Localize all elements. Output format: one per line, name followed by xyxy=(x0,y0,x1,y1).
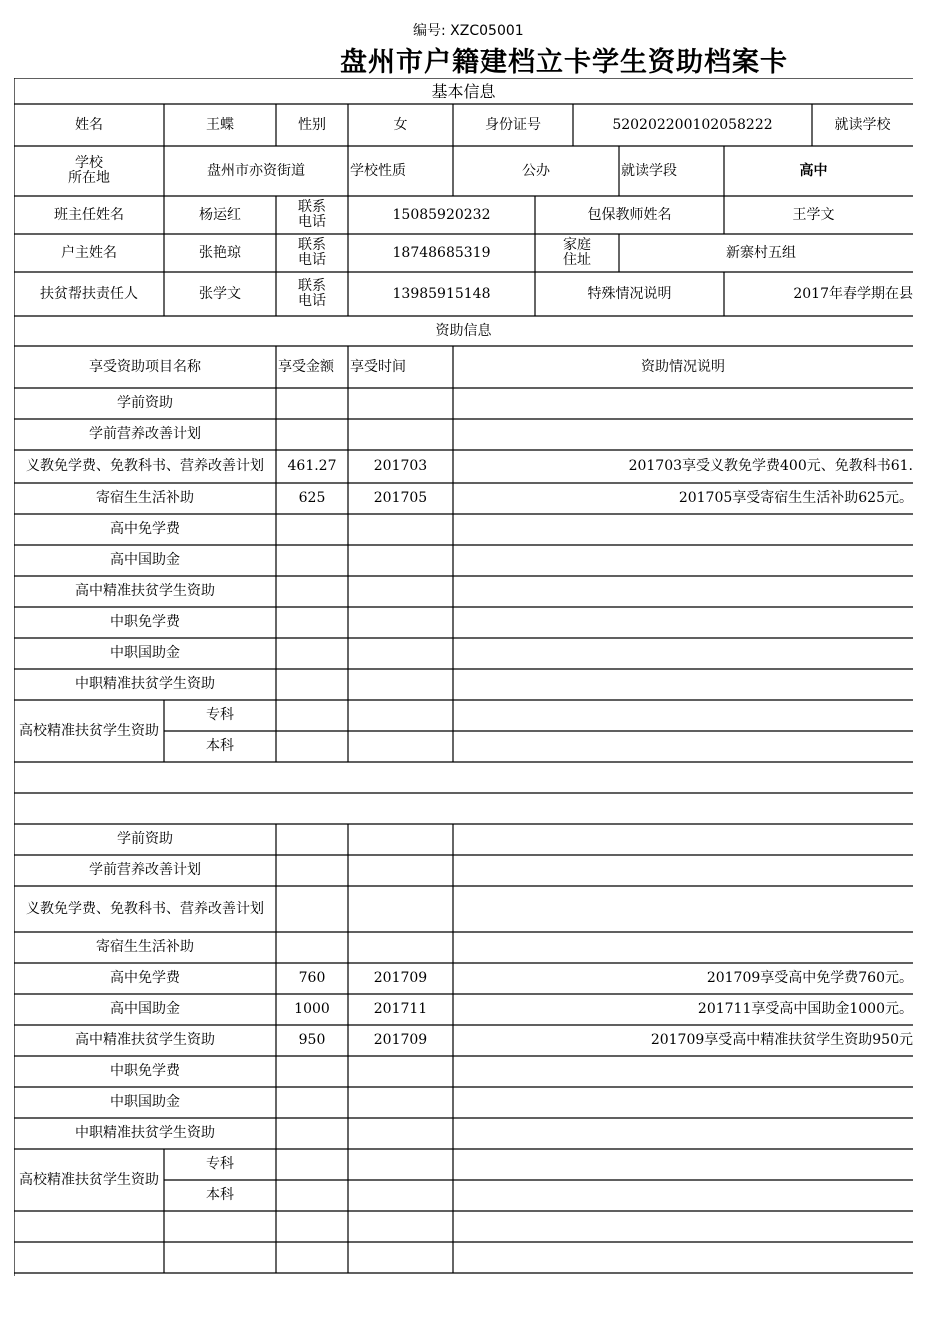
value-school-type: 公办 xyxy=(522,162,550,179)
label-poverty-helper: 扶贫帮扶责任人 xyxy=(40,285,138,302)
label-householder: 户主姓名 xyxy=(61,244,117,261)
aid-sub-benke: 本科 xyxy=(206,738,234,754)
aid-university-group: 高校精准扶贫学生资助 xyxy=(19,722,159,739)
aid-project-name: 高中免学费 xyxy=(110,970,180,986)
value-study-stage: 高中 xyxy=(799,162,828,179)
aid-amount: 950 xyxy=(298,1032,326,1048)
aid-description xyxy=(453,932,913,963)
aid-project-name: 学前资助 xyxy=(117,831,173,847)
aid-description xyxy=(453,638,913,669)
archive-card-table xyxy=(14,78,913,1276)
aid-description xyxy=(453,388,913,419)
aid-time xyxy=(348,855,453,886)
aid-description xyxy=(453,824,913,855)
section-basic-title: 基本信息 xyxy=(431,81,496,101)
value-gender: 女 xyxy=(393,116,408,133)
aid-time xyxy=(348,419,453,450)
value-special-note: 2017年春学期在县 xyxy=(793,285,913,302)
aid-amount xyxy=(276,638,348,669)
aid-amount: 625 xyxy=(298,490,326,506)
aid-amount: 461.27 xyxy=(287,458,337,474)
label-guarantor-teacher: 包保教师姓名 xyxy=(587,206,672,223)
aid-sub-zhuanke: 专科 xyxy=(206,707,234,723)
aid-amount xyxy=(276,514,348,545)
aid-amount xyxy=(276,824,348,855)
aid-amount: 760 xyxy=(298,970,326,986)
aid-amount xyxy=(276,855,348,886)
value-poverty-helper: 张学文 xyxy=(199,285,241,302)
value-householder-phone: 18748685319 xyxy=(392,244,491,261)
aid-amount xyxy=(276,932,348,963)
aid-description: 201703享受义教免学费400元、免教科书61. xyxy=(628,458,913,474)
label-special-note: 特殊情况说明 xyxy=(587,285,672,302)
aid-project-name: 高中免学费 xyxy=(110,521,180,537)
aid-project-name: 中职国助金 xyxy=(110,1094,180,1110)
value-home-address: 新寨村五组 xyxy=(726,244,796,261)
label-school-type: 学校性质 xyxy=(350,162,406,179)
value-id-number: 520202200102058222 xyxy=(612,116,773,133)
aid-time xyxy=(348,824,453,855)
aid-project-name: 高中精准扶贫学生资助 xyxy=(75,583,215,599)
aid-project-name: 中职国助金 xyxy=(110,645,180,661)
aid-description: 201705享受寄宿生生活补助625元。 xyxy=(678,490,913,506)
aid-time xyxy=(348,514,453,545)
aid-description xyxy=(453,669,913,700)
aid-time: 201705 xyxy=(373,490,428,506)
aid-project-name: 学前资助 xyxy=(117,395,173,411)
aid-project-name: 高中精准扶贫学生资助 xyxy=(75,1032,215,1048)
aid-amount xyxy=(276,1056,348,1087)
label-id-number: 身份证号 xyxy=(485,116,541,133)
aid-description xyxy=(453,886,913,932)
aid-project-name: 寄宿生生活补助 xyxy=(96,939,194,955)
aid-description: 201711享受高中国助金1000元。 xyxy=(697,1001,913,1017)
aid-project-name: 高中国助金 xyxy=(110,1001,180,1017)
aid-description xyxy=(453,607,913,638)
aid-time xyxy=(348,932,453,963)
aid-description xyxy=(453,576,913,607)
value-guarantor-teacher: 王学文 xyxy=(792,206,835,223)
value-teacher-phone: 15085920232 xyxy=(392,206,491,223)
aid-project-name: 中职精准扶贫学生资助 xyxy=(75,676,215,692)
aid-project-name: 中职精准扶贫学生资助 xyxy=(75,1125,215,1141)
aid-amount xyxy=(276,419,348,450)
aid-amount xyxy=(276,576,348,607)
aid-description xyxy=(453,514,913,545)
aid-amount xyxy=(276,545,348,576)
value-helper-phone: 13985915148 xyxy=(392,285,491,302)
value-name: 王蝶 xyxy=(206,116,234,133)
aid-project-name: 高中国助金 xyxy=(110,552,180,568)
label-school-location: 学校 所在地 xyxy=(68,155,110,186)
aid-description xyxy=(453,1056,913,1087)
aid-project-name: 寄宿生生活补助 xyxy=(96,490,194,506)
aid-amount xyxy=(276,1118,348,1149)
aid-time xyxy=(348,545,453,576)
header-amount: 享受金额 xyxy=(278,358,334,375)
label-home-address: 家庭 住址 xyxy=(563,237,591,268)
value-school-location: 盘州市亦资街道 xyxy=(207,162,305,179)
label-gender: 性别 xyxy=(298,116,326,133)
label-phone: 联系 电话 xyxy=(298,199,326,230)
header-time: 享受时间 xyxy=(350,358,406,375)
aid-description xyxy=(453,1087,913,1118)
aid-sub-zhuanke: 专科 xyxy=(206,1156,234,1172)
aid-time xyxy=(348,669,453,700)
label-phone: 联系 电话 xyxy=(298,278,326,309)
aid-amount xyxy=(276,607,348,638)
aid-time: 201711 xyxy=(373,1001,428,1017)
header-description: 资助情况说明 xyxy=(641,358,725,375)
aid-amount xyxy=(276,669,348,700)
aid-project-name: 学前营养改善计划 xyxy=(89,426,201,442)
aid-description xyxy=(453,855,913,886)
aid-description: 201709享受高中免学费760元。 xyxy=(706,970,913,986)
aid-amount xyxy=(276,1087,348,1118)
aid-project-name: 义教免学费、免教科书、营养改善计划 xyxy=(26,900,264,917)
aid-time xyxy=(348,576,453,607)
aid-description: 201709享受高中精准扶贫学生资助950元 xyxy=(650,1032,913,1048)
aid-time: 201709 xyxy=(373,970,428,986)
aid-time xyxy=(348,638,453,669)
aid-time xyxy=(348,388,453,419)
aid-university-group: 高校精准扶贫学生资助 xyxy=(19,1171,159,1188)
aid-description xyxy=(453,419,913,450)
label-school: 就读学校 xyxy=(834,116,891,133)
aid-time xyxy=(348,1087,453,1118)
label-name: 姓名 xyxy=(75,116,103,133)
aid-time xyxy=(348,1118,453,1149)
aid-time xyxy=(348,1056,453,1087)
value-head-teacher: 杨运红 xyxy=(199,206,241,223)
aid-project-name: 中职免学费 xyxy=(110,1063,180,1079)
value-householder: 张艳琼 xyxy=(199,244,241,261)
label-study-stage: 就读学段 xyxy=(621,162,677,179)
aid-time: 201709 xyxy=(373,1032,428,1048)
section-aid-title: 资助信息 xyxy=(435,322,492,339)
aid-time xyxy=(348,886,453,932)
aid-amount: 1000 xyxy=(294,1001,330,1017)
page-title: 盘州市户籍建档立卡学生资助档案卡 xyxy=(340,47,788,78)
aid-project-name: 学前营养改善计划 xyxy=(89,862,201,878)
aid-amount xyxy=(276,886,348,932)
aid-project-name: 义教免学费、免教科书、营养改善计划 xyxy=(26,458,264,474)
label-phone: 联系 电话 xyxy=(298,237,326,268)
aid-amount xyxy=(276,388,348,419)
label-head-teacher: 班主任姓名 xyxy=(54,206,124,223)
aid-time xyxy=(348,607,453,638)
aid-description xyxy=(453,545,913,576)
header-project-name: 享受资助项目名称 xyxy=(89,358,201,375)
document-code: 编号: XZC05001 xyxy=(413,23,524,39)
aid-time: 201703 xyxy=(373,458,428,474)
aid-sub-benke: 本科 xyxy=(206,1187,234,1203)
aid-project-name: 中职免学费 xyxy=(110,614,180,630)
aid-description xyxy=(453,1118,913,1149)
